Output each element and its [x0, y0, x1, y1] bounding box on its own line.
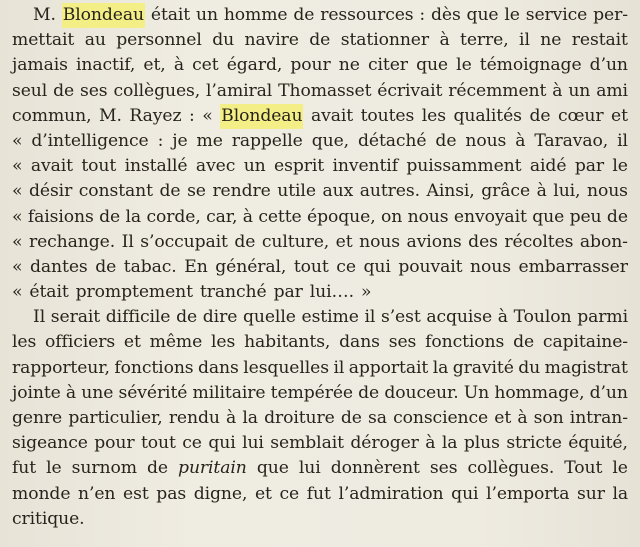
word: ami — [596, 80, 628, 101]
word: personnel — [116, 30, 202, 51]
word: genre — [12, 408, 63, 428]
word: à — [439, 30, 450, 51]
word: à — [515, 130, 526, 151]
word: mettait — [12, 30, 75, 51]
word: conscience — [393, 408, 489, 428]
word: n’en — [78, 483, 116, 504]
word: semblait — [270, 433, 344, 454]
word: droiture — [264, 408, 335, 428]
word: qualités — [453, 105, 522, 126]
word: il — [333, 357, 345, 378]
word: jointe — [12, 382, 61, 403]
word: ses — [80, 80, 108, 101]
text-line — [12, 330, 628, 355]
word: monde — [12, 483, 71, 504]
word: de — [340, 408, 362, 428]
text-line — [12, 79, 628, 104]
text-line — [12, 104, 628, 129]
text-line — [12, 255, 628, 280]
word: dès — [430, 5, 461, 25]
word: Il — [121, 231, 134, 252]
word: son — [533, 408, 564, 428]
word: le — [504, 5, 520, 25]
word: des — [468, 231, 498, 252]
word: toutes — [360, 105, 415, 126]
word: les — [12, 332, 37, 353]
word: le — [46, 458, 62, 479]
word: désir — [28, 181, 73, 202]
word: « — [12, 282, 23, 303]
word: serait — [50, 307, 101, 328]
word: le — [456, 55, 472, 76]
word: service — [525, 5, 588, 25]
word: de — [435, 130, 457, 151]
word: « — [12, 231, 23, 252]
word: « — [12, 206, 23, 227]
word: tout — [140, 433, 176, 454]
word: dans — [339, 332, 380, 353]
word: faisions — [27, 206, 94, 227]
word: même — [149, 332, 203, 353]
word: M. — [99, 105, 122, 126]
word: militaire — [192, 382, 266, 403]
word: lui…. — [309, 282, 354, 303]
word: les — [211, 332, 236, 353]
text-line — [12, 482, 628, 507]
italic-word: puritain — [178, 458, 247, 479]
word: par — [574, 156, 604, 177]
word: dantes — [30, 256, 88, 277]
word: installé — [124, 156, 188, 177]
word: Rayez — [129, 105, 182, 126]
word: ses — [429, 458, 458, 479]
word: de — [95, 256, 117, 277]
word: du — [518, 357, 541, 378]
word: rendre — [212, 181, 271, 202]
word: dans — [198, 357, 239, 378]
word: est — [123, 483, 149, 504]
word: utile — [277, 181, 316, 202]
word: d’un — [589, 55, 628, 76]
word: avec — [195, 156, 236, 177]
word: avions — [406, 231, 462, 252]
word: à — [517, 408, 528, 428]
word: sigeance — [12, 433, 88, 454]
word: que — [532, 206, 565, 227]
word: estime — [301, 307, 359, 328]
word: per- — [593, 5, 628, 25]
word: « — [12, 156, 23, 177]
word: puissamment — [406, 156, 522, 177]
word: » — [360, 282, 372, 303]
word: Thomasset — [278, 80, 372, 101]
word: ne — [338, 55, 360, 76]
word: magistrat — [544, 357, 628, 378]
highlighted-word: Blondeau — [220, 104, 303, 129]
word: nous — [587, 181, 628, 202]
word: jamais — [12, 55, 68, 76]
word: il — [617, 130, 628, 151]
text-line — [12, 230, 628, 255]
word: avait — [310, 105, 354, 126]
word: tout — [81, 156, 117, 177]
word: était — [29, 282, 69, 303]
word: le — [612, 458, 628, 479]
word: la — [242, 408, 258, 428]
word: critique. — [12, 508, 85, 529]
text-line — [12, 507, 628, 532]
word: l’admiration — [338, 483, 444, 504]
text-line — [12, 179, 628, 204]
word: Tout — [564, 458, 603, 479]
word: plus — [463, 433, 500, 454]
word: de — [529, 105, 551, 126]
word: tabac. — [123, 256, 177, 277]
word: lui, — [553, 181, 581, 202]
word: Toulon — [513, 307, 572, 328]
word: ressources — [320, 5, 414, 25]
word: capitaine- — [542, 332, 628, 353]
word: que, — [311, 130, 350, 151]
word: et — [123, 332, 141, 353]
word: l’amiral — [206, 80, 273, 101]
word: récemment — [448, 80, 547, 101]
word: inventif — [332, 156, 398, 177]
word: de — [309, 30, 331, 51]
word: ses — [388, 332, 417, 353]
text-line — [12, 53, 628, 78]
word: que — [466, 5, 499, 25]
word: à — [497, 307, 508, 328]
word: la — [125, 206, 142, 227]
word: autres. — [359, 181, 420, 202]
word: au — [84, 30, 106, 51]
word: citer — [367, 55, 408, 76]
word: « — [202, 105, 213, 126]
word: cœur — [557, 105, 604, 126]
word: Ainsi, — [426, 181, 475, 202]
word: ce — [182, 433, 202, 454]
word: d’intelligence — [31, 130, 149, 151]
word: nous — [359, 231, 401, 252]
word: « — [12, 181, 23, 202]
word: Un — [463, 382, 490, 403]
word: peu — [569, 206, 602, 227]
word: me — [196, 130, 223, 151]
word: quelle — [242, 307, 296, 328]
word: s’occupait — [140, 231, 228, 252]
word: la — [612, 483, 628, 504]
word: stationner — [340, 30, 429, 51]
word: collègues, — [113, 80, 201, 101]
word: qui — [208, 433, 236, 454]
word: donnèrent — [330, 458, 420, 479]
word: lui — [298, 458, 321, 479]
word: pour — [94, 433, 135, 454]
word: : — [188, 105, 195, 126]
word: cette — [258, 206, 302, 227]
paragraph — [12, 305, 628, 532]
word: rechange. — [28, 231, 116, 252]
word: et — [611, 105, 628, 126]
word: douceur. — [384, 382, 459, 403]
text-line — [12, 129, 628, 154]
word: de — [159, 181, 181, 202]
word: à — [552, 80, 563, 101]
word: lui — [242, 433, 264, 454]
text-line — [12, 431, 628, 456]
word: de — [358, 382, 380, 403]
word: dire — [202, 307, 238, 328]
word: nous — [407, 206, 449, 227]
body-text — [12, 3, 628, 532]
word: seul — [12, 80, 48, 101]
word: pas — [156, 483, 187, 504]
word: et — [254, 483, 272, 504]
word: et, — [143, 55, 166, 76]
word: commun, — [12, 105, 92, 126]
word: égard, — [226, 55, 283, 76]
paragraph — [12, 3, 628, 305]
word: : — [157, 130, 164, 151]
word: par — [273, 282, 303, 303]
word: rapporteur, — [12, 357, 110, 378]
word: ce — [279, 483, 300, 504]
word: aux — [322, 181, 354, 202]
word: apportait — [348, 357, 429, 378]
word: l’emporta — [486, 483, 570, 504]
text-line — [12, 305, 628, 330]
word: embarrasser — [518, 256, 628, 277]
word: à — [425, 433, 436, 454]
word: s’est — [380, 307, 421, 328]
word: fonctions — [114, 357, 194, 378]
word: rappelle — [231, 130, 303, 151]
word: de — [293, 5, 315, 25]
word: la — [441, 433, 458, 454]
word: pour — [290, 55, 331, 76]
word: digne, — [193, 483, 248, 504]
word: détaché — [357, 130, 427, 151]
word: terre, — [460, 30, 509, 51]
word: « — [12, 130, 23, 151]
word: écrivait — [377, 80, 443, 101]
word: de — [53, 80, 75, 101]
word: envoyait — [453, 206, 527, 227]
word: de — [606, 206, 628, 227]
word: M. — [33, 5, 56, 25]
word: sa — [368, 408, 387, 428]
word: restait — [571, 30, 628, 51]
word: de — [176, 307, 198, 328]
word: rendu — [168, 408, 220, 428]
word: nous — [470, 256, 511, 277]
text-line — [12, 154, 628, 179]
word: la — [432, 357, 449, 378]
word: il — [364, 307, 376, 328]
word: tout — [293, 256, 329, 277]
word: esprit — [274, 156, 325, 177]
word: aidé — [529, 156, 567, 177]
word: abon- — [579, 231, 628, 252]
word: : — [419, 5, 426, 25]
word: tranché — [199, 282, 267, 303]
word: époque, — [307, 206, 376, 227]
text-line — [12, 28, 628, 53]
word: grâce — [481, 181, 531, 202]
text-line — [12, 205, 628, 230]
word: un — [195, 5, 218, 25]
word: habitants, — [244, 332, 331, 353]
word: navire — [244, 30, 299, 51]
word: à — [226, 408, 237, 428]
word: fut — [306, 483, 331, 504]
word: que — [416, 55, 449, 76]
word: déroger — [350, 433, 419, 454]
text-line — [12, 280, 628, 305]
word: Il — [33, 307, 46, 328]
word: équité, — [568, 433, 628, 454]
word: « — [12, 256, 23, 277]
word: d’un — [589, 382, 628, 403]
word: stricte — [506, 433, 562, 454]
word: témoignage — [479, 55, 582, 76]
text-line — [12, 3, 628, 28]
word: à — [173, 55, 184, 76]
word: particulier, — [68, 408, 163, 428]
text-line — [12, 456, 628, 481]
word: corde, — [146, 206, 201, 227]
word: promptement — [75, 282, 193, 303]
word: difficile — [105, 307, 171, 328]
word: pouvait — [398, 256, 463, 277]
word: que — [256, 458, 289, 479]
word: avait — [30, 156, 73, 177]
word: on — [380, 206, 403, 227]
word: collègues. — [467, 458, 555, 479]
word: hommage, — [494, 382, 585, 403]
word: homme — [223, 5, 288, 25]
word: cet — [192, 55, 219, 76]
word: qui — [363, 256, 391, 277]
word: et — [335, 231, 353, 252]
word: récoltes — [504, 231, 574, 252]
word: de — [146, 458, 168, 479]
word: de — [513, 332, 535, 353]
word: un — [568, 80, 591, 101]
word: fonctions — [425, 332, 505, 353]
text-line — [12, 381, 628, 406]
highlighted-word: Blondeau — [62, 3, 145, 28]
word: de — [99, 206, 121, 227]
word: sur — [577, 483, 605, 504]
word: inactif, — [76, 55, 136, 76]
word: à — [242, 206, 253, 227]
word: Taravao, — [534, 130, 609, 151]
word: le — [612, 156, 628, 177]
word: il — [519, 30, 530, 51]
word: fut — [12, 458, 37, 479]
word: constant — [78, 181, 153, 202]
word: du — [212, 30, 235, 51]
word: qui — [451, 483, 479, 504]
word: tempérée — [270, 382, 353, 403]
word: ce — [336, 256, 356, 277]
word: ne — [540, 30, 562, 51]
word: les — [421, 105, 446, 126]
word: En — [184, 256, 208, 277]
word: acquise — [426, 307, 493, 328]
word: sévérité — [118, 382, 188, 403]
word: gravité — [452, 357, 514, 378]
word: car, — [206, 206, 238, 227]
word: surnom — [71, 458, 137, 479]
word: lesquelles — [243, 357, 329, 378]
text-line — [12, 406, 628, 431]
word: à — [536, 181, 547, 202]
word: était — [150, 5, 191, 25]
word: une — [81, 382, 114, 403]
word: intran- — [569, 408, 628, 428]
word: parmi — [577, 307, 628, 328]
word: officiers — [45, 332, 116, 353]
word: à — [65, 382, 77, 403]
word: de — [234, 231, 256, 252]
word: général, — [215, 256, 287, 277]
word: culture, — [261, 231, 330, 252]
word: et — [494, 408, 512, 428]
text-line — [12, 356, 628, 381]
word: je — [172, 130, 188, 151]
word: un — [243, 156, 266, 177]
word: nous — [465, 130, 507, 151]
word: se — [187, 181, 206, 202]
